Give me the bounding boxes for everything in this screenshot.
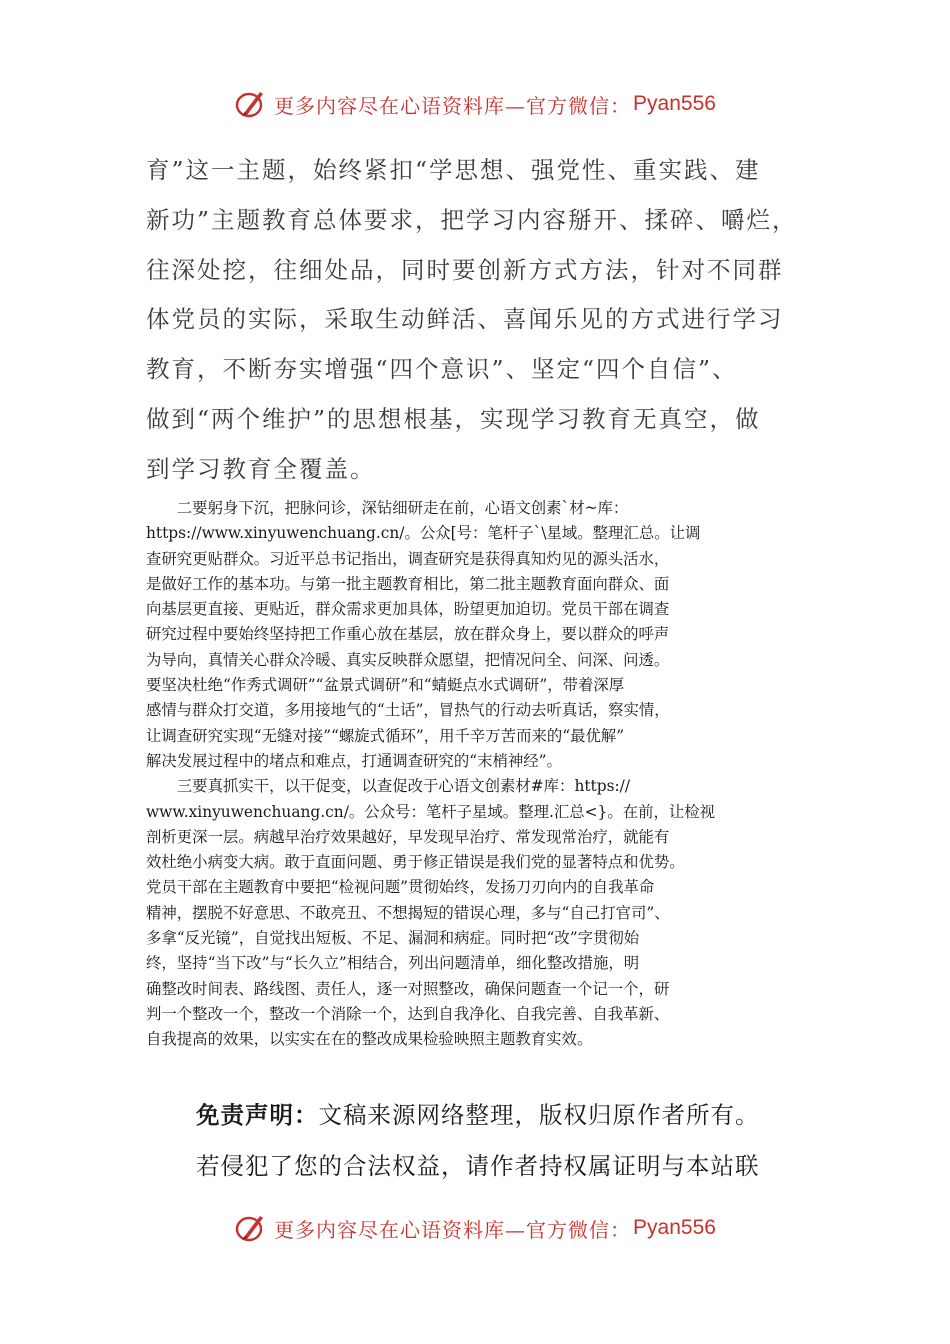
body-line: 自我提高的效果，以实实在在的整改成果检验映照主题教育实效。 — [146, 1030, 593, 1049]
main-paragraph — [146, 146, 806, 495]
header-banner — [0, 84, 950, 124]
body-line: 研究过程中要始终坚持把工作重心放在基层，放在群众身上，要以群众的呼声 — [146, 625, 670, 644]
body-line: https://www.xinyuwenchuang.cn/。公众[号：笔杆子`\星域。整理汇总。让调 — [146, 524, 701, 543]
banner-text: 更多内容尽在心语资料库—官方微信： — [274, 1217, 632, 1242]
body-line: 三要真抓实干，以干促变，以查促改于心语文创素材#库：https:// — [146, 777, 631, 796]
body-line: 终，坚持“当下改”与“长久立”相结合，列出问题清单，细化整改措施，明 — [146, 954, 640, 973]
body-line: 感情与群众打交道，多用接地气的“土话”，冒热气的行动去听真话，察实情， — [146, 701, 670, 720]
main-line: 新功”主题教育总体要求，把学习内容掰开、揉碎、嚼烂， — [146, 205, 798, 234]
body-line: 为导向，真情关心群众冷暖、真实反映群众愿望，把情况问全、问深、问透。 — [146, 650, 670, 669]
body-line: 是做好工作的基本功。与第一批主题教育相比，第二批主题教育面向群众、面 — [146, 574, 670, 593]
main-line: 体党员的实际，采取生动鲜活、喜闻乐见的方式进行学习 — [146, 305, 784, 334]
body-line: www.xinyuwenchuang.cn/。公众号：笔杆子星域。整理.汇总<}。在前，让检视 — [146, 802, 716, 821]
body-line: 判一个整改一个，整改一个消除一个，达到自我净化、自我完善、自我革新、 — [146, 1004, 670, 1023]
footer-banner — [0, 1208, 950, 1248]
main-line: 做到“两个维护”的思想根基，实现学习教育无真空，做 — [146, 404, 761, 433]
body-line: 效杜绝小病变大病。敢于直面问题、勇于修正错误是我们党的显著特点和优势。 — [146, 853, 685, 872]
disclaimer-line-2: 若侵犯了您的合法权益，请作者持权属证明与本站联 — [196, 1152, 760, 1180]
brush-logo-icon — [234, 1210, 270, 1246]
body-line: 党员干部在主题教育中要把“检视问题”贯彻始终，发扬刀刃向内的自我革命 — [146, 878, 655, 897]
banner-text: 更多内容尽在心语资料库—官方微信： — [274, 93, 632, 118]
body-line: 查研究更贴群众。习近平总书记指出，调查研究是获得真知灼见的源头活水， — [146, 549, 670, 568]
body-line: 多拿“反光镜”，自觉找出短板、不足、漏洞和病症。同时把“改”字贯彻始 — [146, 929, 640, 948]
banner-wechat-id: Pyan556 — [633, 1216, 716, 1239]
body-line: 精神，摆脱不好意思、不敢亮丑、不想揭短的错误心理，多与“自己打官司”、 — [146, 903, 670, 922]
brush-logo-icon — [234, 86, 270, 122]
body-line: 向基层更直接、更贴近，群众需求更加具体，盼望更加迫切。党员干部在调查 — [146, 600, 670, 619]
body-line: 剖析更深一层。病越早治疗效果越好，早发现早治疗、常发现常治疗，就能有 — [146, 827, 670, 846]
disclaimer-label: 免责声明： — [196, 1101, 319, 1129]
body-line: 确整改时间表、路线图、责任人，逐一对照整改，确保问题查一个记一个，研 — [146, 979, 670, 998]
body-line: 二要躬身下沉，把脉问诊，深钻细研走在前，心语文创素`材~库： — [146, 499, 629, 517]
main-line: 往深处挖，往细处品，同时要创新方式方法，针对不同群 — [146, 255, 784, 284]
disclaimer-text-1: 文稿来源网络整理，版权归原作者所有。 — [318, 1101, 760, 1129]
body-paragraphs — [146, 496, 806, 1053]
main-line: 到学习教育全覆盖。 — [146, 454, 376, 483]
banner-wechat-id: Pyan556 — [633, 92, 716, 115]
body-line: 要坚决杜绝“作秀式调研”“盆景式调研”和“蜻蜓点水式调研”，带着深厚 — [146, 676, 625, 695]
disclaimer-line-1 — [196, 1090, 816, 1141]
body-line: 让调查研究实现“无缝对接”“螺旋式循环”，用千辛万苦而来的“最优解” — [146, 726, 625, 745]
disclaimer — [196, 1090, 816, 1192]
main-line: 育”这一主题，始终紧扣“学思想、强党性、重实践、建 — [146, 156, 761, 184]
main-line: 教育，不断夯实增强“四个意识”、坚定“四个自信”、 — [146, 355, 738, 384]
body-line: 解决发展过程中的堵点和难点，打通调查研究的“末梢神经”。 — [146, 751, 562, 770]
